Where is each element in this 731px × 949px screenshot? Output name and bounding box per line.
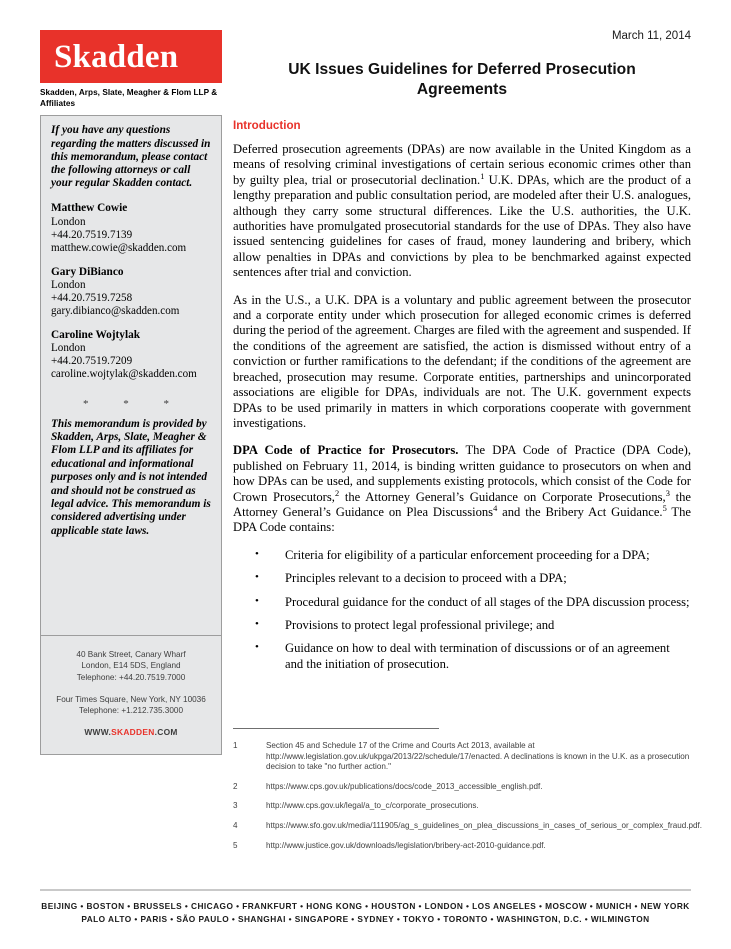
footnote-text[interactable]: http://www.justice.gov.uk/downloads/legislation/bribery-act-2010-guidance.pdf. [266,840,546,850]
footnote-separator [233,728,439,729]
footnote-number: 5 [233,840,238,850]
offices-line-2: PALO ALTO • PARIS • SÃO PAULO • SHANGHAI • SINGAPORE • SYDNEY • TOKYO • TORONTO • WASHINGTON, D.C. • WILMINGTON [81,913,650,924]
firm-name: Skadden, Arps, Slate, Meagher & Flom LLP & Affiliates [40,88,218,109]
footer-divider [40,889,691,891]
contact-phone: +44.20.7519.7139 [51,228,133,241]
offices-list [40,900,691,925]
paragraph-3-text-a: The DPA Code of Practice (DPA Code), published on February 11, 2014, is binding written guidance to prosecutors on when and how DPAs can be used, and supplements existing protocols, which consist of the Code for Crown Prosecutors, [233,443,691,504]
contact-city: London [51,278,86,291]
sidebar-divider [41,635,221,636]
footnote-ref-1[interactable]: 1 [480,171,485,181]
footnote-entry [233,741,691,773]
footnotes-section [233,728,702,860]
office-addresses [41,649,221,739]
address-london [41,649,221,684]
contact-city: London [51,215,86,228]
website-prefix: WWW. [84,726,112,737]
offices-footer [40,889,691,925]
contact-card [51,266,211,318]
paragraph-2: As in the U.S., a U.K. DPA is a voluntary and public agreement between the prosecutor and a corporate entity under which prosecution for alleged economic crimes is deferred during the period of the agreement. Charges are filed with the agreement and suspended. If the conditions of the agreement are satisfied, the action is dismissed without entry of a conviction or further ramifications to the defendant; if the conditions of the agreement are breached, prosecution may resume. Corporate entities, partnerships and unincorporated associations are eligible for DPAs, individuals are not. The U.K. government expects DPAs to be used primarily in matters in which corporations cooperate with government investigations. [233,292,691,430]
footnote-number: 4 [233,820,238,830]
contact-email[interactable]: caroline.wojtylak@skadden.com [51,368,197,381]
address-line: Four Times Square, New York, NY 10036 [56,694,206,704]
contact-card [51,329,211,381]
contact-card [51,202,211,254]
paragraph-3-text-b: the Attorney General’s Guidance on Corporate Prosecutions, [339,489,666,504]
footnote-ref-3[interactable]: 3 [665,488,670,498]
footnote-number: 3 [233,801,238,811]
list-item: • Guidance on how to deal with termination of discussions or of an agreement and the initiation of prosecution. [233,641,691,672]
contact-email[interactable]: matthew.cowie@skadden.com [51,241,187,254]
address-line: Telephone: +1.212.735.3000 [78,706,184,716]
paragraph-3-lead-in: DPA Code of Practice for Prosecutors. [233,443,459,458]
contact-city: London [51,342,86,355]
list-item: • Criteria for eligibility of a particular enforcement proceeding for a DPA; [233,548,691,563]
contact-name: Gary DiBianco [51,265,124,278]
paragraph-1-text-a: Deferred prosecution agreements (DPAs) are now available in the United Kingdom as a means of resolving criminal investigations of certain serious economic crimes other than by guilty plea, trial or prosecutorial declination. [233,142,691,187]
footnote-text[interactable]: Section 45 and Schedule 17 of the Crime and Courts Act 2013, available at http://www.legislation.gov.uk/ukpga/2013/22/schedule/17/enacted. A declinations is known in the U.K. as a prosecution decision to take "no further action." [266,741,690,772]
page-title: UK Issues Guidelines for Deferred Prosecution Agreements [288,61,636,98]
sidebar [40,30,222,755]
contact-phone: +44.20.7519.7209 [51,355,133,368]
paragraph-3-text-c: the Attorney General’s Guidance on Plea Discussions [233,489,691,519]
paragraph-1 [233,142,691,281]
contact-email[interactable]: gary.dibianco@skadden.com [51,305,180,318]
dpa-code-contents-list [233,548,691,672]
footnote-entry [233,841,691,852]
list-item: • Procedural guidance for the conduct of all stages of the DPA discussion process; [233,595,691,610]
footnote-entry [233,820,702,832]
footnote-number: 2 [233,781,238,791]
address-line: 40 Bank Street, Canary Wharf [76,649,186,659]
list-item: • Principles relevant to a decision to proceed with a DPA; [233,571,691,586]
list-item: • Provisions to protect legal professional privilege; and [233,618,691,633]
document-date: March 11, 2014 [611,30,691,42]
main-content [233,30,691,680]
footnote-entry [233,782,691,793]
skadden-logo [40,30,222,83]
footnote-ref-4[interactable]: 4 [493,503,498,513]
offices-line-1: BEIJING • BOSTON • BRUSSELS • CHICAGO • FRANKFURT • HONG KONG • HOUSTON • LONDON • LOS ANGELES • MOSCOW • MUNICH • NEW YORK [41,901,690,911]
address-line: London, E14 5DS, England [81,661,181,671]
website-link[interactable] [41,727,221,739]
paragraph-3-text-e: The DPA Code contains: [233,504,691,535]
footnote-entry [233,801,691,812]
section-heading-introduction: Introduction [233,119,301,132]
paragraph-3 [233,443,691,535]
footnote-ref-2[interactable]: 2 [334,488,340,498]
website-suffix: .COM [154,726,178,737]
address-newyork [41,694,221,717]
logo-wordmark: Skadden [54,39,179,75]
paragraph-3-text-d: and the Bribery Act Guidance. [497,504,663,519]
sidebar-intro-note: If you have any questions regarding the matters discussed in this memorandum, please contact the following attorneys or call your regular Skadden contact. [51,124,211,190]
footnote-text[interactable]: https://www.cps.gov.uk/publications/docs/code_2013_accessible_english.pdf. [266,781,543,791]
address-line: Telephone: +44.20.7519.7000 [76,673,186,683]
footnote-text[interactable]: https://www.sfo.gov.uk/media/111905/ag_s_guidelines_on_plea_discussions_in_cases_of_serious_or_complex_fraud.pdf. [266,820,702,830]
website-brand: SKADDEN [111,726,155,737]
star-divider: * * * [83,397,185,410]
footnote-text[interactable]: http://www.cps.gov.uk/legal/a_to_c/corporate_prosecutions. [266,801,479,811]
paragraph-1-text-b: U.K. DPAs, which are the product of a lengthy preparation and public consultation period, are modeled after their U.S. analogues, although they carry some structural differences. Like the U.S. authorities, the U.K. authorities have promulgated prosecutorial standards for the use of DPAs. They also have issued sentencing guidelines for cases of fraud, money laundering and bribery, which allow penalties in DPAs and convictions by plea to be benchmarked against expected sentences after trial and conviction. [233,172,691,280]
footnote-number: 1 [233,741,238,750]
contact-name: Caroline Wojtylak [51,329,141,342]
legal-disclaimer: This memorandum is provided by Skadden, Arps, Slate, Meagher & Flom LLP and its affiliates for educational and informational purposes only and is not intended and should not be construed as legal advice. This memorandum is considered advertising under applicable state laws. [51,417,211,537]
contact-phone: +44.20.7519.7258 [51,291,133,304]
contact-name: Matthew Cowie [51,202,128,215]
sidebar-panel [40,115,222,755]
footnote-ref-5[interactable]: 5 [662,503,667,513]
